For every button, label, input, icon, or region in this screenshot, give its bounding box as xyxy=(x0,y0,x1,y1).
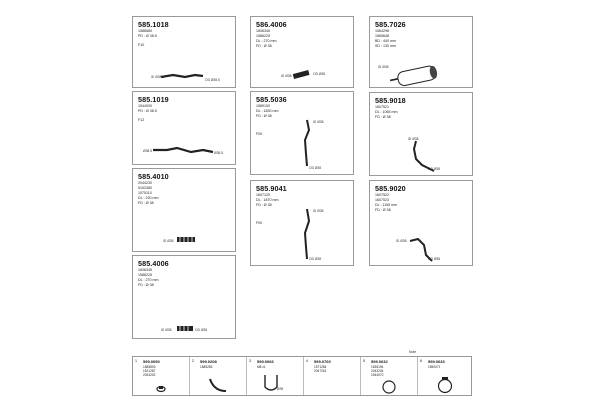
accessory-ref: 599.0208 xyxy=(200,359,217,364)
part-oem-1: 1589100 xyxy=(256,104,270,108)
flexpipe-drawing xyxy=(133,169,236,252)
id-tag: Ø38.5 xyxy=(143,149,152,153)
part-oem-1: 2044230 xyxy=(138,181,152,185)
accessory-ref: 599.0066 xyxy=(257,359,274,364)
part-number: 585.4006 xyxy=(138,259,169,268)
part-length: DL : 1065 mm xyxy=(375,110,398,114)
id-tag: ID Ø38 xyxy=(378,65,389,69)
part-diameter: FD : Ø 38 xyxy=(256,44,272,48)
id-tag: ID Ø38 xyxy=(313,209,324,213)
part-note: F00 xyxy=(256,221,263,225)
accessory-ref: 599.0760 xyxy=(314,359,331,364)
part-number: 585.5036 xyxy=(256,95,287,104)
part-number: 585.4010 xyxy=(138,172,169,181)
od-tag: OD Ø38.5 xyxy=(205,78,220,82)
accessory-cell-4[interactable] xyxy=(304,357,361,395)
id-tag: ID Ø38.5 xyxy=(151,75,165,79)
u-bolt-icon xyxy=(247,357,304,395)
part-oem-1: 1544000 xyxy=(138,104,152,108)
accessory-index: 4 xyxy=(306,359,308,363)
part-card-585-4006[interactable] xyxy=(132,255,236,339)
part-card-585-7026[interactable] xyxy=(369,16,473,88)
accessory-index: 3 xyxy=(249,359,251,363)
od-tag: OD Ø38 xyxy=(195,328,208,332)
part-dimension: PD : Ø 38.5 xyxy=(138,109,157,113)
od-tag: OD Ø38 xyxy=(428,167,441,171)
accessory-cell-6[interactable] xyxy=(418,357,473,395)
accessory-cell-5[interactable] xyxy=(361,357,418,395)
part-oem-2: 5152380 xyxy=(138,186,152,190)
ring-icon xyxy=(361,357,418,395)
accessory-ref: 599.0050 xyxy=(143,359,160,364)
part-number: 585.7026 xyxy=(375,20,406,29)
part-number: 585.9020 xyxy=(375,184,406,193)
gasket-icon xyxy=(133,357,190,395)
part-number: 585.9041 xyxy=(256,184,287,193)
part-oem-2: 1565648 xyxy=(375,34,389,38)
part-body-length: BD : 440 mm xyxy=(375,39,396,43)
part-oem-1: 1606345 xyxy=(256,29,270,33)
accessory-oem-2: 2043204 xyxy=(371,369,384,373)
part-oem-1: 1564298 xyxy=(375,29,389,33)
part-oem-1: 1607120 xyxy=(256,193,270,197)
part-diameter: FD : Ø 38 xyxy=(138,283,154,287)
id-tag: ID Ø38 xyxy=(408,137,419,141)
part-oem-1: 1607522 xyxy=(375,193,389,197)
pipe-drawing xyxy=(251,92,354,175)
flexpipe-drawing xyxy=(251,17,354,88)
pipe-drawing xyxy=(133,17,236,88)
part-note: F12 xyxy=(138,118,145,122)
part-oem-2: 1586225 xyxy=(138,273,152,277)
accessory-tag: Ø39 xyxy=(277,387,284,391)
part-oem-2: 1607523 xyxy=(375,198,389,202)
accessory-ref: 599.0632 xyxy=(371,359,388,364)
od-tag: OD Ø38 xyxy=(428,257,441,261)
pipe-drawing xyxy=(370,181,473,266)
part-number: 586.4006 xyxy=(256,20,287,29)
accessory-index: 5 xyxy=(363,359,365,363)
part-diameter: FD : Ø 38 xyxy=(256,203,272,207)
part-length: DL : 1870 mm xyxy=(256,198,279,202)
od-tag: Ø38.5 xyxy=(214,151,223,155)
strip-note: Note xyxy=(409,350,417,354)
part-card-585-1018[interactable] xyxy=(132,16,236,88)
part-number: 585.1018 xyxy=(138,20,169,29)
accessory-oem-1: 1585803 xyxy=(143,365,156,369)
accessory-oem-3: 1544070 xyxy=(371,373,384,377)
accessory-spec: M8 x1 xyxy=(257,365,266,369)
pipe-drawing xyxy=(251,181,354,266)
part-card-585-4010[interactable] xyxy=(132,168,236,252)
part-diameter: FD : Ø 38 xyxy=(375,208,391,212)
part-card-585-9041[interactable] xyxy=(250,180,354,266)
silencer-drawing xyxy=(370,17,473,88)
accessory-cell-3[interactable] xyxy=(247,357,304,395)
accessory-oem-1: 1571284 xyxy=(314,365,327,369)
od-tag: OD Ø38 xyxy=(309,166,322,170)
accessory-index: 1 xyxy=(135,359,137,363)
part-note: F00 xyxy=(256,132,263,136)
part-length: DL : 1155 mm xyxy=(375,203,398,207)
id-tag: ID Ø38 xyxy=(396,239,407,243)
accessory-cell-2[interactable] xyxy=(190,357,247,395)
hanger-icon xyxy=(190,357,247,395)
flexpipe-drawing xyxy=(133,256,236,339)
accessory-cell-1[interactable] xyxy=(133,357,190,395)
part-diameter: FD : Ø 38 xyxy=(256,114,272,118)
accessory-oem-1: 1635194 xyxy=(371,365,384,369)
part-oem-2: 1586225 xyxy=(256,34,270,38)
od-tag: OD Ø38 xyxy=(313,72,326,76)
accessories-strip xyxy=(132,356,472,396)
part-dimension: PD : Ø 38.5 xyxy=(138,34,157,38)
accessory-ref: 599.0633 xyxy=(428,359,445,364)
id-tag: ID Ø38 xyxy=(161,328,172,332)
part-body-diameter: SD : 130 mm xyxy=(375,44,396,48)
part-diameter: FD : Ø 38 xyxy=(138,201,154,205)
part-number: 585.1019 xyxy=(138,95,169,104)
part-note: F10 xyxy=(138,43,145,47)
accessory-oem-2: 1521287 xyxy=(143,369,156,373)
clamp-icon xyxy=(418,357,473,395)
part-card-585-5036[interactable] xyxy=(250,91,354,175)
accessory-oem-2: 2047261 xyxy=(314,369,327,373)
part-card-585-9018[interactable] xyxy=(369,92,473,176)
part-card-585-9020[interactable] xyxy=(369,180,473,266)
part-length: DL : 230 mm xyxy=(138,196,159,200)
part-oem-1: 1607521 xyxy=(375,105,389,109)
part-length: DL : 270 mm xyxy=(256,39,277,43)
accessory-oem-1: 1550071 xyxy=(428,365,441,369)
id-tag: ID Ø38 xyxy=(313,120,324,124)
od-tag: OD Ø38 xyxy=(309,257,322,261)
pipe-drawing xyxy=(370,93,473,176)
id-tag: ID Ø38 xyxy=(163,239,174,243)
part-card-585-1019[interactable] xyxy=(132,91,236,165)
part-oem-1: 1586680 xyxy=(138,29,152,33)
part-diameter: FD : Ø 38 xyxy=(375,115,391,119)
accessory-oem-1: 1585283 xyxy=(200,365,213,369)
part-length: DL : 270 mm xyxy=(138,278,159,282)
accessory-index: 2 xyxy=(192,359,194,363)
accessory-index: 6 xyxy=(420,359,422,363)
part-number: 585.9018 xyxy=(375,96,406,105)
part-oem-3: 1075110 xyxy=(138,191,152,195)
accessory-oem-3: 2043202 xyxy=(143,373,156,377)
id-tag: ID Ø38 xyxy=(281,74,292,78)
part-length: DL : 1830 mm xyxy=(256,109,279,113)
part-card-586-4006[interactable] xyxy=(250,16,354,88)
part-oem-1: 1606345 xyxy=(138,268,152,272)
